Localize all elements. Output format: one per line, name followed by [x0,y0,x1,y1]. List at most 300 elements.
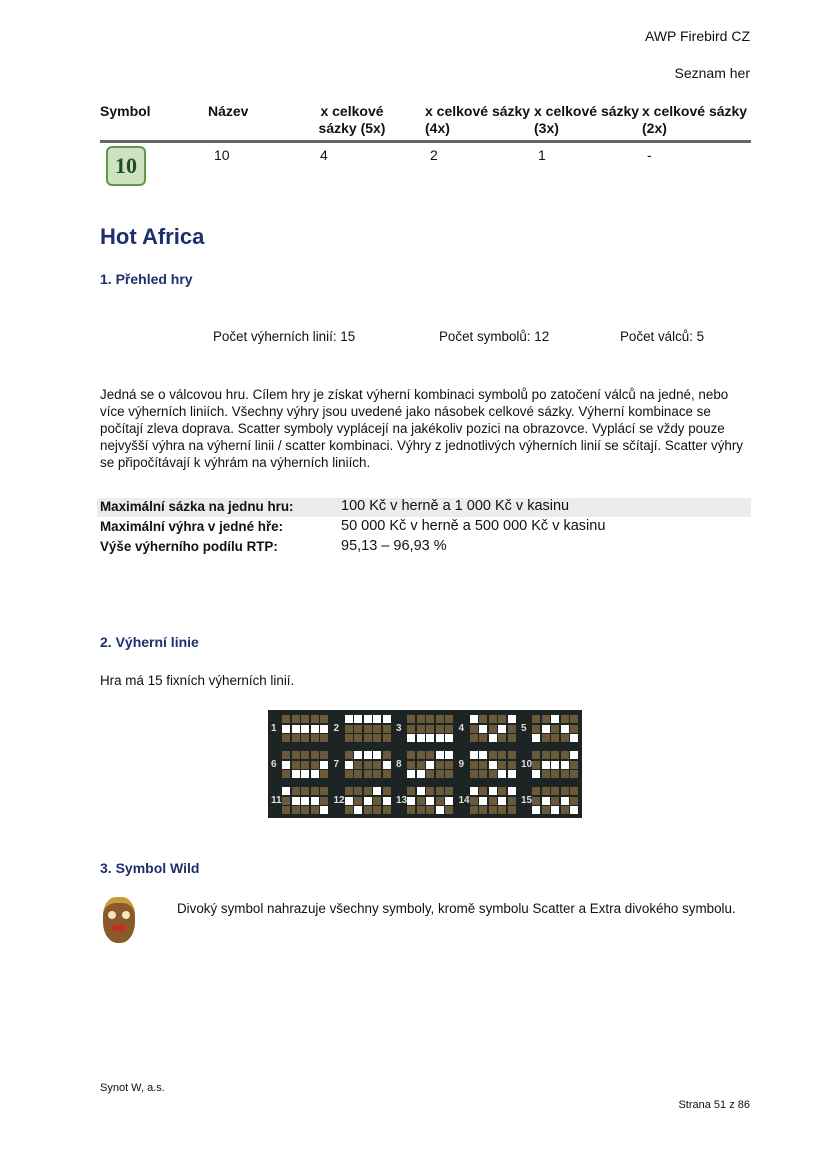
payline-cell [479,761,487,769]
payline-15 [520,783,582,819]
cell-3x: 1 [538,147,546,163]
payline-cell [373,761,381,769]
payline-cell [292,806,300,814]
payline-cell [489,734,497,742]
payline-cell [292,761,300,769]
payline-cell [407,787,415,795]
payline-cell [470,797,478,805]
kv-value: 100 Kč v herně a 1 000 Kč v kasinu [341,498,570,514]
payline-cell [479,806,487,814]
payline-cell [320,770,328,778]
payline-2 [333,711,395,747]
payline-cell [301,770,309,778]
payline-cell [489,770,497,778]
footer-company: Synot W, a.s. [100,1082,165,1094]
mask-eye [122,911,130,919]
payline-cell [282,761,290,769]
payline-cell [561,751,569,759]
payline-cell [542,787,550,795]
payline-cell [479,715,487,723]
payline-cell [542,797,550,805]
payline-cell [364,787,372,795]
payline-cell [551,761,559,769]
payline-cell [508,787,516,795]
payline-cell [561,787,569,795]
payline-cell [489,725,497,733]
payline-cell [470,806,478,814]
payline-cell [354,797,362,805]
th-2x-l1: x celkové sázky [642,103,748,119]
payline-cell [417,797,425,805]
payline-cell [282,797,290,805]
payline-cell [407,734,415,742]
payline-cell [479,770,487,778]
reels-info: Počet válců: 5 [620,329,705,344]
payline-cell [354,787,362,795]
payline-cell [364,734,372,742]
payline-number: 9 [458,759,465,770]
payline-cell [417,734,425,742]
payline-cell [489,797,497,805]
payline-number: 5 [521,723,527,734]
payline-cell [532,797,540,805]
payline-cell [407,725,415,733]
th-symbol: Symbol [100,103,151,119]
payline-cell [383,806,391,814]
payline-cell [364,797,372,805]
th-3x-l2: (3x) [534,120,559,136]
cell-5x: 4 [320,147,328,163]
payline-cell [301,797,309,805]
payline-cell [436,797,444,805]
payline-cell [508,751,516,759]
payline-number: 10 [521,759,533,770]
payline-cell [445,715,453,723]
th-5x-l2: sázky (5x) [318,120,386,136]
payline-cell [508,725,516,733]
payline-cell [301,734,309,742]
payline-cell [373,806,381,814]
cell-4x: 2 [430,147,438,163]
payline-cell [436,725,444,733]
payline-cell [354,770,362,778]
payline-cell [426,770,434,778]
payline-cell [551,797,559,805]
payline-cell [489,806,497,814]
payline-cell [426,797,434,805]
payline-cell [383,761,391,769]
payline-cell [311,770,319,778]
payline-cell [479,734,487,742]
payline-cell [445,751,453,759]
th-5x [313,103,391,137]
section-paylines: 2. Výherní linie [100,634,199,650]
lines-info: Počet výherních linií: 15 [213,329,356,344]
payline-cell [373,787,381,795]
payline-cell [470,715,478,723]
payline-cell [354,806,362,814]
payline-cell [292,725,300,733]
payline-cell [354,734,362,742]
payline-4 [458,711,520,747]
payline-5 [520,711,582,747]
payline-cell [311,787,319,795]
payline-cell [436,761,444,769]
payline-cell [383,770,391,778]
mask-eye [108,911,116,919]
payline-cell [551,725,559,733]
th-4x [425,103,530,137]
payline-cell [407,797,415,805]
payline-cell [542,806,550,814]
payline-cell [292,751,300,759]
payline-9 [458,747,520,783]
payline-cell [479,751,487,759]
payline-11 [270,783,332,819]
payline-cell [282,806,290,814]
payline-cell [570,761,578,769]
payline-cell [445,797,453,805]
payline-cell [445,806,453,814]
payline-cell [407,806,415,814]
payline-cell [311,725,319,733]
payline-cell [373,751,381,759]
payline-cell [364,715,372,723]
payline-cell [551,806,559,814]
payline-number: 15 [521,795,533,806]
payline-cell [498,734,506,742]
payline-cell [282,725,290,733]
payline-cell [407,761,415,769]
kv-max-bet [97,498,751,517]
payline-cell [532,770,540,778]
payline-cell [345,715,353,723]
payline-cell [364,751,372,759]
payline-cell [498,797,506,805]
payline-cell [551,734,559,742]
payline-cell [292,797,300,805]
payline-cell [282,734,290,742]
payline-cell [282,770,290,778]
payline-cell [508,806,516,814]
payline-cell [311,761,319,769]
payline-cell [426,761,434,769]
payline-cell [570,787,578,795]
th-5x-l1: x celkové [320,103,384,119]
kv-value: 50 000 Kč v herně a 500 000 Kč v kasinu [341,518,606,534]
payline-cell [489,787,497,795]
payline-cell [542,725,550,733]
payline-cell [383,787,391,795]
payline-cell [417,751,425,759]
section-overview: 1. Přehled hry [100,271,193,287]
payline-cell [383,734,391,742]
payline-cell [470,761,478,769]
payline-cell [320,751,328,759]
payline-cell [532,715,540,723]
payline-cell [417,770,425,778]
payline-number: 8 [396,759,402,770]
payline-cell [282,715,290,723]
payline-cell [301,787,309,795]
payline-cell [470,770,478,778]
payline-cell [532,725,540,733]
payline-cell [561,725,569,733]
payline-cell [311,734,319,742]
kv-value: 95,13 – 96,93 % [341,538,447,554]
payline-cell [498,715,506,723]
payline-number: 2 [333,723,340,734]
payline-cell [311,751,319,759]
payline-cell [470,787,478,795]
payline-cell [532,734,540,742]
payline-cell [561,715,569,723]
payline-cell [417,806,425,814]
payline-cell [498,806,506,814]
payline-cell [407,751,415,759]
table-header-rule [100,140,751,143]
payline-number: 13 [396,795,408,806]
cell-name: 10 [214,147,230,163]
paylines-text: Hra má 15 fixních výherních linií. [100,673,295,688]
payline-cell [532,806,540,814]
payline-cell [436,734,444,742]
payline-cell [417,787,425,795]
payline-cell [354,761,362,769]
payline-cell [345,751,353,759]
th-2x-l2: (2x) [642,120,667,136]
payline-cell [373,734,381,742]
paylines-image [268,710,582,818]
payline-cell [489,751,497,759]
payline-cell [345,734,353,742]
payline-cell [551,715,559,723]
payline-12 [333,783,395,819]
payline-cell [373,770,381,778]
payline-cell [570,751,578,759]
payline-cell [570,715,578,723]
payline-3 [395,711,457,747]
payline-cell [561,806,569,814]
payline-cell [407,770,415,778]
payline-cell [407,715,415,723]
payline-cell [445,787,453,795]
payline-cell [301,751,309,759]
payline-number: 6 [271,759,277,770]
payline-cell [436,715,444,723]
payline-cell [532,761,540,769]
payline-cell [445,770,453,778]
payline-cell [292,715,300,723]
footer-page: Strana 51 z 86 [678,1099,750,1111]
payline-cell [383,715,391,723]
payline-8 [395,747,457,783]
kv-key: Maximální sázka na jednu hru: [100,499,294,514]
payline-cell [551,751,559,759]
payline-cell [373,797,381,805]
payline-cell [570,734,578,742]
payline-cell [508,761,516,769]
header-section: Seznam her [674,65,750,81]
payline-cell [354,751,362,759]
kv-key: Výše výherního podílu RTP: [100,539,278,554]
payline-cell [311,715,319,723]
payline-10 [520,747,582,783]
cell-2x: - [647,147,652,163]
payline-cell [320,787,328,795]
payline-cell [436,806,444,814]
payline-cell [489,715,497,723]
payline-cell [426,806,434,814]
game-title: Hot Africa [100,224,205,249]
payline-cell [301,715,309,723]
payline-cell [508,797,516,805]
payline-cell [570,770,578,778]
payline-cell [345,787,353,795]
th-3x-l1: x celkové sázky [534,103,640,119]
payline-cell [498,787,506,795]
payline-6 [270,747,332,783]
payline-cell [373,715,381,723]
payline-cell [311,797,319,805]
payline-cell [498,725,506,733]
payline-number: 12 [333,795,345,806]
payline-cell [417,725,425,733]
payline-cell [345,770,353,778]
payline-1 [270,711,332,747]
payline-cell [445,761,453,769]
payline-cell [426,715,434,723]
payline-cell [345,797,353,805]
payline-13 [395,783,457,819]
wild-description: Divoký symbol nahrazuje všechny symboly, kromě symbolu Scatter a Extra divokého symbolu. [177,901,736,916]
mask-mouth [112,925,126,931]
payline-cell [417,761,425,769]
header-company: AWP Firebird CZ [644,28,750,44]
th-2x [642,103,747,137]
payline-cell [445,734,453,742]
payline-cell [320,725,328,733]
payline-cell [292,787,300,795]
payline-cell [470,751,478,759]
payline-cell [301,725,309,733]
payline-cell [561,797,569,805]
payline-cell [320,797,328,805]
payline-cell [532,751,540,759]
section-wild: 3. Symbol Wild [100,860,200,876]
kv-key: Maximální výhra v jedné hře: [100,519,284,534]
payline-cell [542,734,550,742]
payline-cell [301,806,309,814]
payline-cell [320,715,328,723]
payline-14 [458,783,520,819]
payline-cell [551,787,559,795]
payline-cell [426,751,434,759]
payline-cell [301,761,309,769]
payline-number: 1 [271,723,277,734]
payline-cell [542,761,550,769]
payline-cell [345,725,353,733]
payline-cell [364,761,372,769]
kv-rtp [97,538,751,557]
payline-cell [542,751,550,759]
th-name: Název [208,103,249,119]
payline-7 [333,747,395,783]
payline-cell [498,751,506,759]
payline-cell [320,734,328,742]
payline-cell [282,787,290,795]
payline-cell [383,797,391,805]
payline-cell [282,751,290,759]
payline-cell [436,770,444,778]
payline-cell [345,761,353,769]
payline-cell [570,806,578,814]
th-3x [534,103,639,137]
payline-cell [508,734,516,742]
payline-number: 3 [396,723,402,734]
payline-cell [292,770,300,778]
payline-cell [373,725,381,733]
payline-cell [479,787,487,795]
payline-cell [345,806,353,814]
payline-number: 4 [458,723,465,734]
payline-cell [436,787,444,795]
payline-number: 7 [333,759,340,770]
payline-cell [364,725,372,733]
payline-cell [479,797,487,805]
payline-cell [561,761,569,769]
symbols-info: Počet symbolů: 12 [439,329,550,344]
payline-cell [561,734,569,742]
payline-cell [383,751,391,759]
payline-number: 14 [458,795,470,806]
payline-cell [426,734,434,742]
payline-cell [364,770,372,778]
payline-cell [436,751,444,759]
payline-cell [426,787,434,795]
payline-cell [498,770,506,778]
payline-cell [445,725,453,733]
payline-cell [532,787,540,795]
payline-cell [542,770,550,778]
wild-mask-icon [103,897,135,943]
game-description: Jedná se o válcovou hru. Cílem hry je získat výherní kombinaci symbolů po zatočení válců na jedné, nebo více výherních liniích. Všechny výhry jsou uvedené jako násobek celkové sázky. Výherní kombinace se počítají zleva doprava. Scatter symboly vyplácejí na jakékoliv pozici na obrazovce. Vyplácí se vždy pouze nejvyšší výhra na výherní linii / scatter kombinaci. Výhry z jednotlivých výherních linií se sčítají. Scatter výhry se připočítávají k výhrám na výherních liniích. [100,387,743,470]
payline-cell [489,761,497,769]
payline-cell [498,761,506,769]
payline-cell [570,725,578,733]
th-4x-l2: (4x) [425,120,450,136]
th-4x-l1: x celkové sázky [425,103,531,119]
payline-cell [292,734,300,742]
payline-cell [354,725,362,733]
payline-cell [320,761,328,769]
payline-cell [311,806,319,814]
kv-max-win [97,518,751,537]
payline-cell [417,715,425,723]
payline-cell [364,806,372,814]
payline-cell [542,715,550,723]
payline-cell [570,797,578,805]
payline-cell [479,725,487,733]
payline-cell [508,770,516,778]
payline-cell [426,725,434,733]
payline-cell [470,734,478,742]
payline-cell [470,725,478,733]
payline-cell [561,770,569,778]
payline-number: 11 [271,795,282,806]
payline-cell [383,725,391,733]
payline-cell [320,806,328,814]
